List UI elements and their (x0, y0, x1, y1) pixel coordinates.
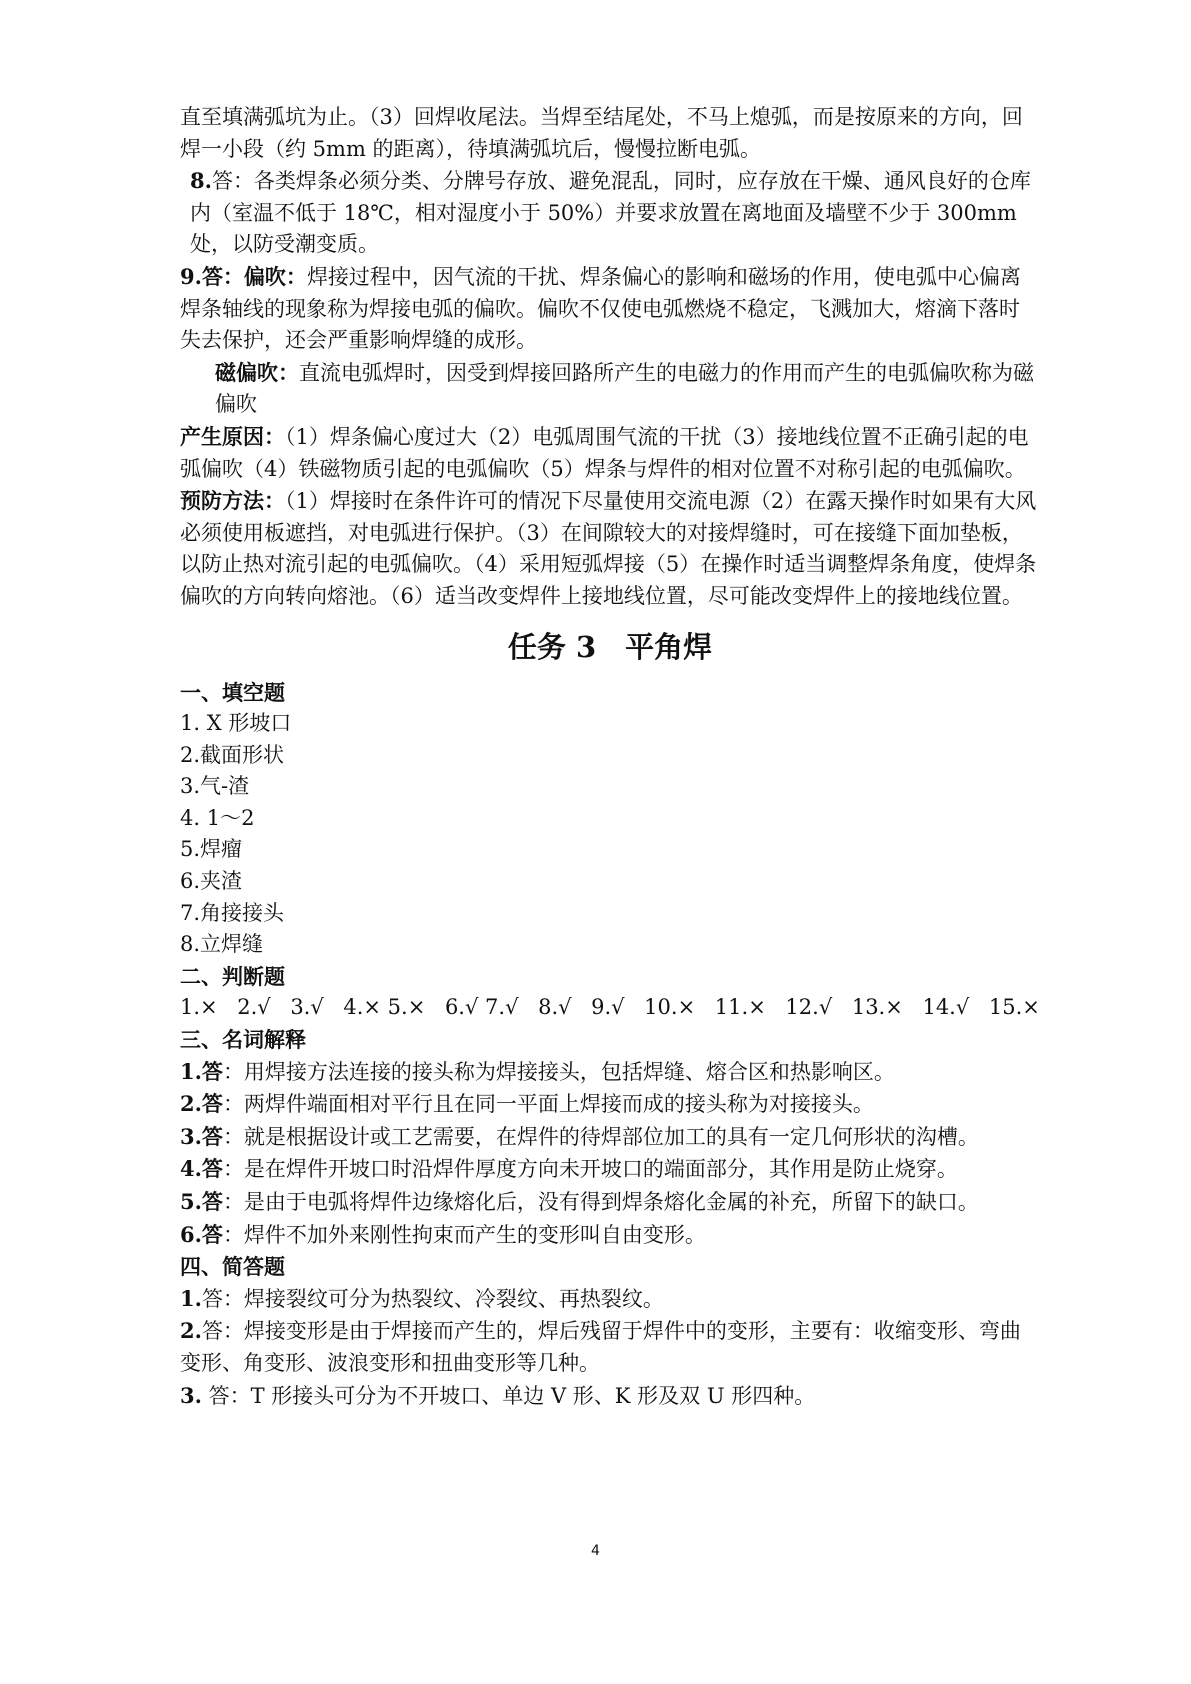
fill-item: 7.角接接头 (180, 900, 285, 925)
term-answer (180, 1219, 1040, 1252)
short-answer-text: 答：焊接变形是由于焊接而产生的，焊后残留于焊件中的变形，主要有：收缩变形、弯曲变形、角变形、波浪变形和扭曲变形等几种。 (180, 1319, 1021, 1375)
section-heading-judge: 二、判断题 (180, 963, 285, 989)
answer-9 (180, 261, 1040, 357)
answer-8 (180, 165, 1040, 261)
section-heading-terms: 三、名词解释 (180, 1027, 306, 1053)
term-answer (180, 1056, 1040, 1089)
causes-label: 产生原因： (180, 423, 285, 449)
term-answer-number: 2.答 (180, 1091, 223, 1117)
answer-number: 9. (180, 263, 202, 289)
task-title: 任务 3 平角焊 (507, 629, 713, 664)
term-answer-text: ：是由于电弧将焊件边缘熔化后，没有得到焊条熔化金属的补充，所留下的缺口。 (222, 1190, 979, 1214)
judge-item: 1.× (180, 995, 218, 1020)
section-heading-fill: 一、填空题 (180, 679, 285, 705)
causes-text: （1）焊条偏心度过大（2）电弧周围气流的干扰（3）接地线位置不正确引起的电弧偏吹（4）铁磁物质引起的电弧偏吹（5）焊条与焊件的相对位置不对称引起的电弧偏吹。 (180, 424, 1029, 481)
answer-text: 焊接过程中，因气流的干扰、焊条偏心的影响和磁场的作用，使电弧中心偏离焊条轴线的现象称为焊接电弧的偏吹。偏吹不仅使电弧燃烧不稳定，飞溅加大，熔滴下落时失去保护，还会严重影响焊缝的成形。 (180, 264, 1021, 353)
fill-item: 2.截面形状 (180, 742, 285, 767)
term-answer-number: 5.答 (180, 1189, 223, 1214)
judge-item: 9.√ (591, 995, 625, 1020)
answer-number: 8. (190, 168, 212, 194)
fill-item: 6.夹渣 (180, 869, 243, 894)
causes-paragraph (180, 421, 1040, 485)
short-answer-number: 2. (180, 1318, 202, 1344)
judge-item: 3.√ (290, 995, 324, 1020)
term-answer-text: ：就是根据设计或工艺需要，在焊件的待焊部位加工的具有一定几何形状的沟槽。 (222, 1124, 979, 1149)
term-text: 直流电弧焊时，因受到焊接回路所产生的电磁力的作用而产生的电弧偏吹称为磁偏吹 (215, 360, 1034, 417)
term-answer (180, 1121, 1040, 1154)
fill-item: 1. X 形坡口 (180, 711, 292, 736)
short-answer (180, 1283, 1040, 1316)
term-answer-text: ：是在焊件开坡口时沿焊件厚度方向未开坡口的端面部分，其作用是防止烧穿。 (222, 1157, 958, 1182)
term-answer (180, 1153, 1040, 1186)
answer-text: ：各类焊条必须分类、分牌号存放、避免混乱，同时，应存放在干燥、通风良好的仓库内（室温不低于 18℃，相对湿度小于 50%）并要求放置在离地面及墙壁不少于 300mm 处，以防受潮变质。 (190, 169, 1031, 257)
judge-item: 12.√ (785, 995, 833, 1020)
section-heading-short: 四、简答题 (180, 1254, 285, 1280)
fill-item: 5.焊瘤 (180, 837, 243, 862)
judge-answers-row (180, 992, 1040, 1024)
fill-item: 4. 1～2 (180, 805, 255, 830)
paragraph-arc-crater-end: 直至填满弧坑为止。（3）回焊收尾法。当焊至结尾处，不马上熄弧，而是按原来的方向，回焊一小段（约 5mm 的距离），待填满弧坑后，慢慢拉断电弧。 (180, 105, 1023, 161)
term-label: 磁偏吹： (215, 359, 299, 385)
term-answer-number: 1.答 (180, 1058, 223, 1084)
term-answer-text: ：两焊件端面相对平行且在同一平面上焊接而成的接头称为对接接头。 (222, 1092, 874, 1117)
term-answer-text: ：用焊接方法连接的接头称为焊接接头，包括焊缝、熔合区和热影响区。 (222, 1059, 895, 1084)
term-answer (180, 1088, 1040, 1121)
magnetic-blow-paragraph (180, 357, 1040, 421)
short-answer-number: 3. (180, 1382, 202, 1408)
term-answer (180, 1186, 1040, 1219)
short-answer (180, 1380, 1040, 1413)
short-answer (180, 1315, 1040, 1379)
prevention-label: 预防方法： (180, 488, 285, 514)
short-answer-text: 答：焊接裂纹可分为热裂纹、冷裂纹、再热裂纹。 (201, 1286, 664, 1311)
page-content (180, 102, 1040, 1412)
judge-item: 4.× 5.× (343, 995, 426, 1020)
term-answer-text: ：焊件不加外来刚性拘束而产生的变形叫自由变形。 (222, 1222, 706, 1247)
judge-item: 13.× (851, 995, 903, 1020)
judge-item: 10.× (644, 995, 696, 1020)
fill-item: 8.立焊缝 (180, 932, 264, 957)
judge-item: 14.√ (922, 995, 970, 1020)
answer-label: 答 (211, 169, 233, 194)
short-answer-text: 答：T 形接头可分为不开坡口、单边 V 形、K 形及双 U 形四种。 (201, 1383, 816, 1408)
term-answer-number: 3.答 (180, 1123, 223, 1149)
prevention-text: （1）焊接时在条件许可的情况下尽量使用交流电源（2）在露天操作时如果有大风必须使用板遮挡，对电弧进行保护。（3）在间隙较大的对接焊缝时，可在接缝下面加垫板，以防止热对流引起的电弧偏吹。（4）采用短弧焊接（5）在操作时适当调整焊条角度，使焊条偏吹的方向转向熔池。（6）适当改变焊件上接地线位置，尽可能改变焊件上的接地线位置。 (180, 489, 1037, 608)
fill-item: 3.气-渣 (180, 774, 250, 799)
judge-item: 6.√ 7.√ (444, 995, 519, 1020)
page-number: 4 (591, 1543, 600, 1559)
prevention-paragraph (180, 485, 1040, 612)
judge-item: 11.× (714, 995, 766, 1020)
term-answer-number: 6.答 (180, 1221, 223, 1247)
short-answer-number: 1. (180, 1285, 202, 1311)
answer-label: 答：偏吹： (201, 263, 307, 289)
term-answer-number: 4.答 (180, 1156, 223, 1182)
judge-item: 8.√ (538, 995, 572, 1020)
judge-item: 2.√ (237, 995, 271, 1020)
judge-item: 15.× (988, 995, 1040, 1020)
